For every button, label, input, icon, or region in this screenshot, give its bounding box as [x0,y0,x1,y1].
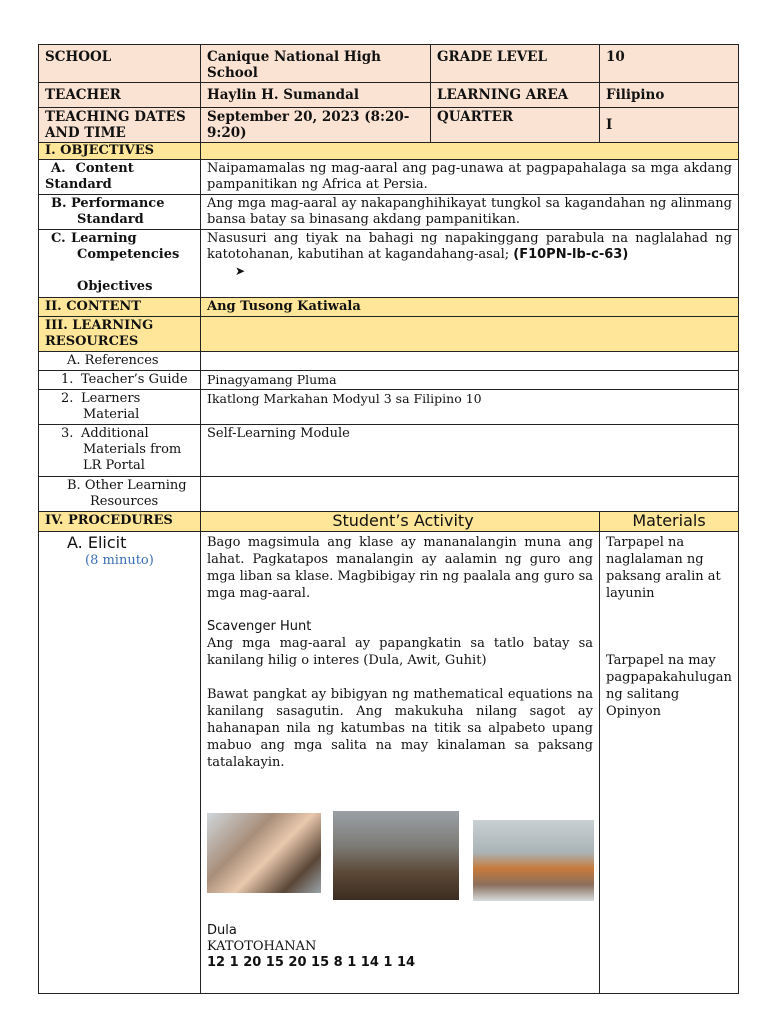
elicit-time: (8 minuto) [85,553,154,568]
teaching-dates-value: September 20, 2023 (8:20-9:20) [201,108,431,143]
learning-resources-title-1: III. LEARNING [45,318,154,333]
learning-competencies-label [39,230,201,298]
content-standard-text-label: Content Standard [45,161,134,192]
elicit-cell [39,532,201,994]
teachers-guide-value: Pinagyamang Pluma [201,371,739,390]
dula-title: Dula [207,923,237,938]
content-standard-label [39,160,201,195]
learning-objectives-label: Objectives [77,279,153,294]
content-title: II. CONTENT [39,298,201,317]
learners-material-text-1: Learners [81,391,141,406]
scavenger-hunt-title: Scavenger Hunt [207,619,312,634]
elicit-materials-cell [600,532,739,994]
materials-item-2: Tarpapel na may pagpapakahulugan ng salitang Opinyon [606,653,732,719]
learners-material-num: 2. [61,391,74,406]
other-resources-label [39,477,201,512]
photo-mother-child [207,813,321,893]
additional-materials-text-2: Materials from [83,442,182,457]
lesson-plan [38,44,738,994]
learning-resources-fill [201,317,739,352]
performance-standard-text: Ang mga mag-aaral ay nakapanghihikayat tungkol sa kagandahan ng alinmang bansa batay sa binasang akdang pampanitikan. [201,195,739,230]
learning-competencies-label-2: Competencies [77,247,180,262]
quarter-value: I [600,108,739,143]
students-activity-header: Student’s Activity [201,512,600,532]
learning-competencies-label-1: Learning [71,231,137,246]
photo-strip [207,811,593,911]
content-value: Ang Tusong Katiwala [201,298,739,317]
teachers-guide-label [39,371,201,390]
quarter-label: QUARTER [431,108,600,143]
elicit-label: A. Elicit [67,533,127,552]
other-resources-text-1: B. Other Learning [67,478,187,493]
materials-header: Materials [600,512,739,532]
content-standard-text: Naipamamalas ng mag-aaral ang pag-unawa at pagpapahalaga sa mga akdang pampanitikan ng Africa at Persia. [201,160,739,195]
learners-material-value: Ikatlong Markahan Modyul 3 sa Filipino 10 [201,390,739,425]
teachers-guide-num: 1. [61,372,74,387]
materials-item-1: Tarpapel na naglalaman ng paksang aralin at layunin [606,535,721,601]
learning-competencies-text-wrap [207,231,732,263]
additional-materials-text-1: Additional [81,426,149,441]
additional-materials-label [39,425,201,477]
content-standard-num: A. [51,161,66,176]
references-label: A. References [39,352,201,371]
elicit-activity-cell [201,532,600,994]
other-resources-text-2: Resources [90,494,159,509]
references-value [201,352,739,371]
dula-code: 12 1 20 15 20 15 8 1 14 1 14 [207,955,416,970]
teaching-dates-label-line1: TEACHING DATES [45,109,186,125]
teacher-value: Haylin H. Sumandal [201,83,431,108]
school-label: SCHOOL [39,45,201,83]
intro-paragraph: Bago magsimula ang klase ay mananalangin muna ang lahat. Pagkatapos manalangin ay aalamin ng guro ang mga liban sa klase. Magbibigay rin ng paalala ang guro sa mga mag-aaral. [207,535,593,601]
learning-resources-title [39,317,201,352]
school-value: Canique National High School [201,45,431,83]
learning-competencies-text: Nasusuri ang tiyak na bahagi ng napakinggang parabula na naglalahad ng katotohanan, kabutihan at kagandahang-asal; [207,231,732,262]
grade-level-label: GRADE LEVEL [431,45,600,83]
other-resources-value [201,477,739,512]
learning-resources-title-2: RESOURCES [45,334,139,349]
additional-materials-num: 3. [61,426,74,441]
teachers-guide-text: Teacher’s Guide [81,372,188,387]
photo-disaster-debris [333,811,459,900]
objectives-title: I. OBJECTIVES [39,143,201,160]
learning-area-value: Filipino [600,83,739,108]
performance-standard-label-2: Standard [77,212,144,227]
grade-level-value: 10 [600,45,739,83]
learners-material-text-2: Material [83,407,140,422]
learning-area-label: LEARNING AREA [431,83,600,108]
competency-code: (F10PN-lb-c-63) [513,247,629,262]
teacher-label: TEACHER [39,83,201,108]
teaching-dates-label-line2: AND TIME [45,125,126,141]
learners-material-label [39,390,201,425]
additional-materials-line1 [45,426,194,442]
teaching-dates-label [39,108,201,143]
learning-competencies-line1 [45,231,194,247]
learning-competencies-num: C. [51,231,66,246]
objectives-title-fill [201,143,739,160]
performance-standard-label [39,195,201,230]
equations-paragraph: Bawat pangkat ay bibigyan ng mathematical equations na kanilang sasagutin. Ang makukuha nilang sagot ay hahanapan nila ng katumbas na titik sa alpabeto upang mabuo ang mga salita na may kinalaman sa paksang tatalakayin. [207,687,593,770]
lesson-plan-table [38,44,739,994]
performance-standard-num: B. [51,196,67,211]
additional-materials-text-3: LR Portal [83,458,145,473]
procedures-title: IV. PROCEDURES [39,512,201,532]
additional-materials-value: Self-Learning Module [201,425,739,477]
grouping-paragraph: Ang mga mag-aaral ay papangkatin sa tatlo batay sa kanilang hilig o interes (Dula, Awit, Guhit) [207,636,593,668]
photo-flood-rescue [473,820,594,901]
dula-word: KATOTOHANAN [207,939,317,954]
bullet-arrow-icon: ➤ [235,264,246,278]
performance-standard-label-1: Performance [71,196,165,211]
performance-standard-line1 [45,196,194,212]
learning-competencies-cell [201,230,739,298]
learners-material-line1 [45,391,194,407]
